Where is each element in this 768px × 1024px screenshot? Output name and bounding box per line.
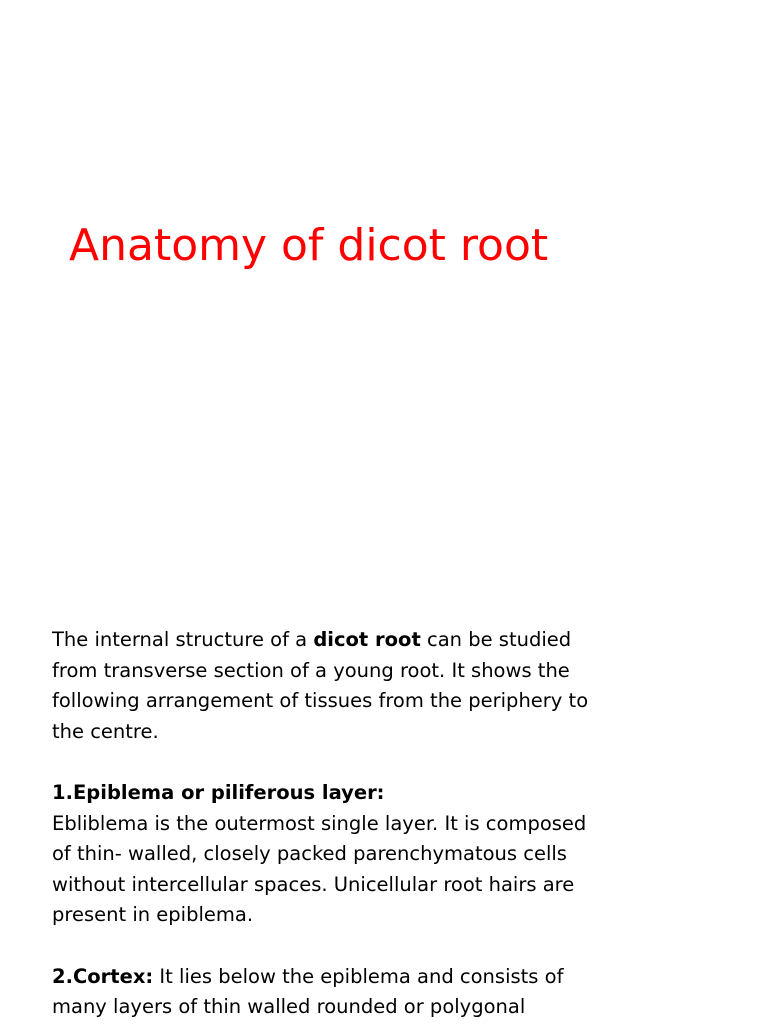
intro-line-2: from transverse section of a young root. It shows the bbox=[52, 658, 570, 682]
section2-heading: 2.Cortex: bbox=[52, 964, 154, 988]
paragraph-spacer bbox=[52, 931, 742, 962]
section2-line-1-text: It lies below the epiblema and consists of bbox=[153, 964, 564, 988]
section1-line-1: Ebliblema is the outermost single layer. It is composed bbox=[52, 811, 587, 835]
intro-text-before: The internal structure of a bbox=[52, 628, 314, 651]
section2-line-2: many layers of thin walled rounded or polygonal bbox=[52, 995, 526, 1019]
section1-line-2: of thin- walled, closely packed parenchymatous cells bbox=[52, 842, 567, 866]
intro-text-after: can be studied bbox=[420, 628, 572, 651]
slide-body bbox=[52, 625, 742, 1023]
section2-line-1 bbox=[52, 962, 742, 993]
paragraph-spacer bbox=[52, 747, 742, 778]
intro-line-3: following arrangement of tissues from the periphery to bbox=[52, 689, 589, 713]
section1-heading: 1.Epiblema or piliferous layer: bbox=[52, 780, 385, 804]
section1-line-3: without intercellular spaces. Unicellular root hairs are bbox=[52, 872, 575, 896]
intro-line-4: the centre. bbox=[52, 719, 159, 743]
section1-line-4: present in epiblema. bbox=[52, 903, 254, 927]
intro-bold-term: dicot root bbox=[313, 628, 421, 651]
slide-title: Anatomy of dicot root bbox=[69, 220, 549, 271]
intro-line-1 bbox=[52, 625, 742, 656]
